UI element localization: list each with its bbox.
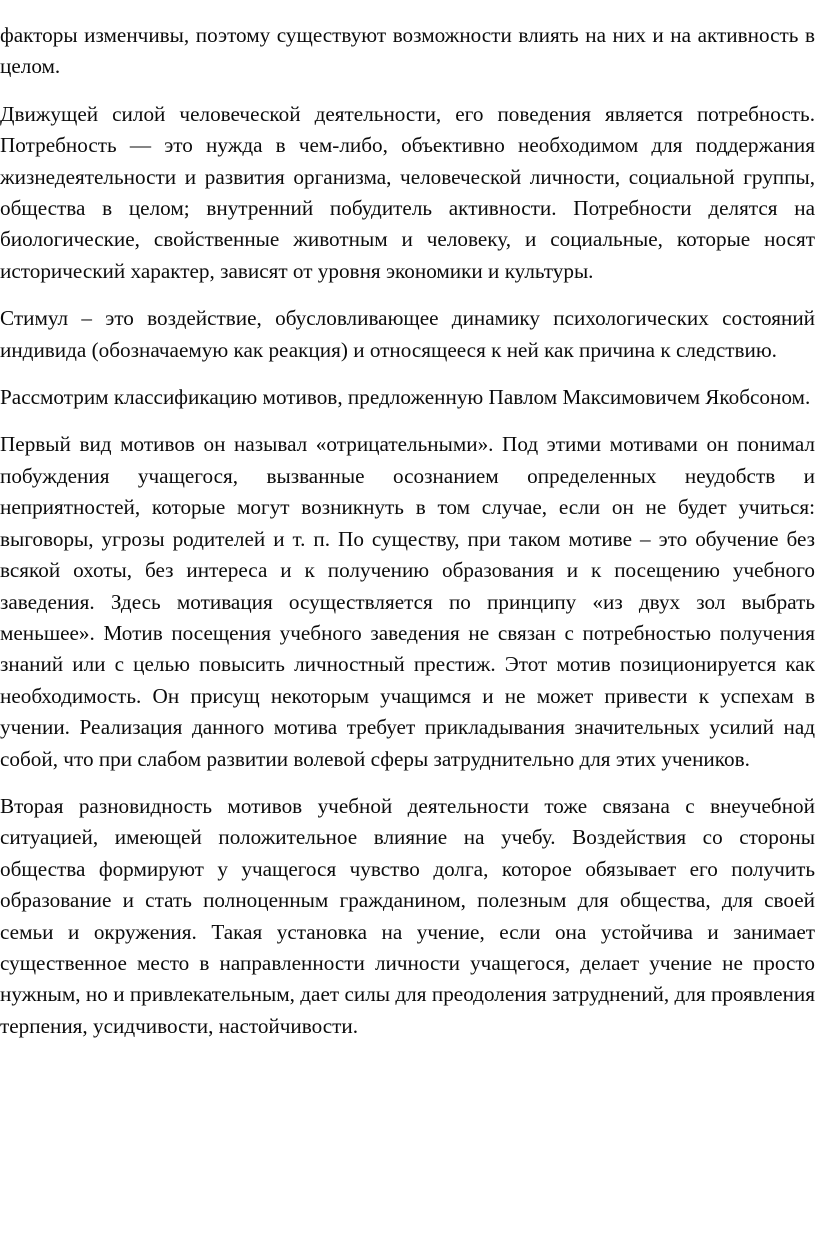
paragraph-classification: Рассмотрим классификацию мотивов, предложенную Павлом Максимовичем Якобсоном. <box>0 385 811 410</box>
paragraph-negative-motives: Первый вид мотивов он называл «отрицательными». Под этими мотивами он понимал побуждения учащегося, вызванные осознанием определенных неудобств и неприятностей, которые могут возникнуть в том случае, если он не будет учиться: выговоры, угрозы родителей и т. п. По существу, при таком мотиве – это обучение без всякой охоты, без интереса и к получению образования и к посещению учебного заведения. Здесь мотивация осуществляется по принципу «из двух зол выбрать меньшее». Мотив посещения учебного заведения не связан с потребностью получения знаний или с целью повысить личностный престиж. Этот мотив позиционируется как необходимость. Он присущ некоторым учащимся и не может привести к успехам в учении. Реализация данного мотива требует прикладывания значительных усилий над собой, что при слабом развитии волевой сферы затруднительно для этих учеников. <box>0 432 815 771</box>
paragraph-factors: факторы изменчивы, поэтому существуют возможности влиять на них и на активность в целом. <box>0 23 815 79</box>
paragraph-stimulus: Стимул – это воздействие, обусловливающее динамику психологических состояний индивида (обозначаемую как реакция) и относящееся к ней как причина к следствию. <box>0 306 815 362</box>
paragraph-needs: Движущей силой человеческой деятельности, его поведения является потребность. Потребность — это нужда в чем-либо, объективно необходимом для поддержания жизнедеятельности и развития организма, человеческой личности, социальной группы, общества в целом; внутренний побудитель активности. Потребности делятся на биологические, свойственные животным и человеку, и социальные, которые носят исторический характер, зависят от уровня экономики и культуры. <box>0 101 815 283</box>
paragraph-second-motives: Вторая разновидность мотивов учебной деятельности тоже связана с внеучебной ситуацией, имеющей положительное влияние на учебу. Воздействия со стороны общества формируют у учащегося чувство долга, которое обязывает его получить образование и стать полноценным гражданином, полезным для общества, для своей семьи и окружения. Такая установка на учение, если она устойчива и занимает существенное место в направленности личности учащегося, делает учение не просто нужным, но и привлекательным, дает силы для преодоления затруднений, для проявления терпения, усидчивости, настойчивости. <box>0 793 815 1038</box>
document-body <box>0 20 816 1058</box>
